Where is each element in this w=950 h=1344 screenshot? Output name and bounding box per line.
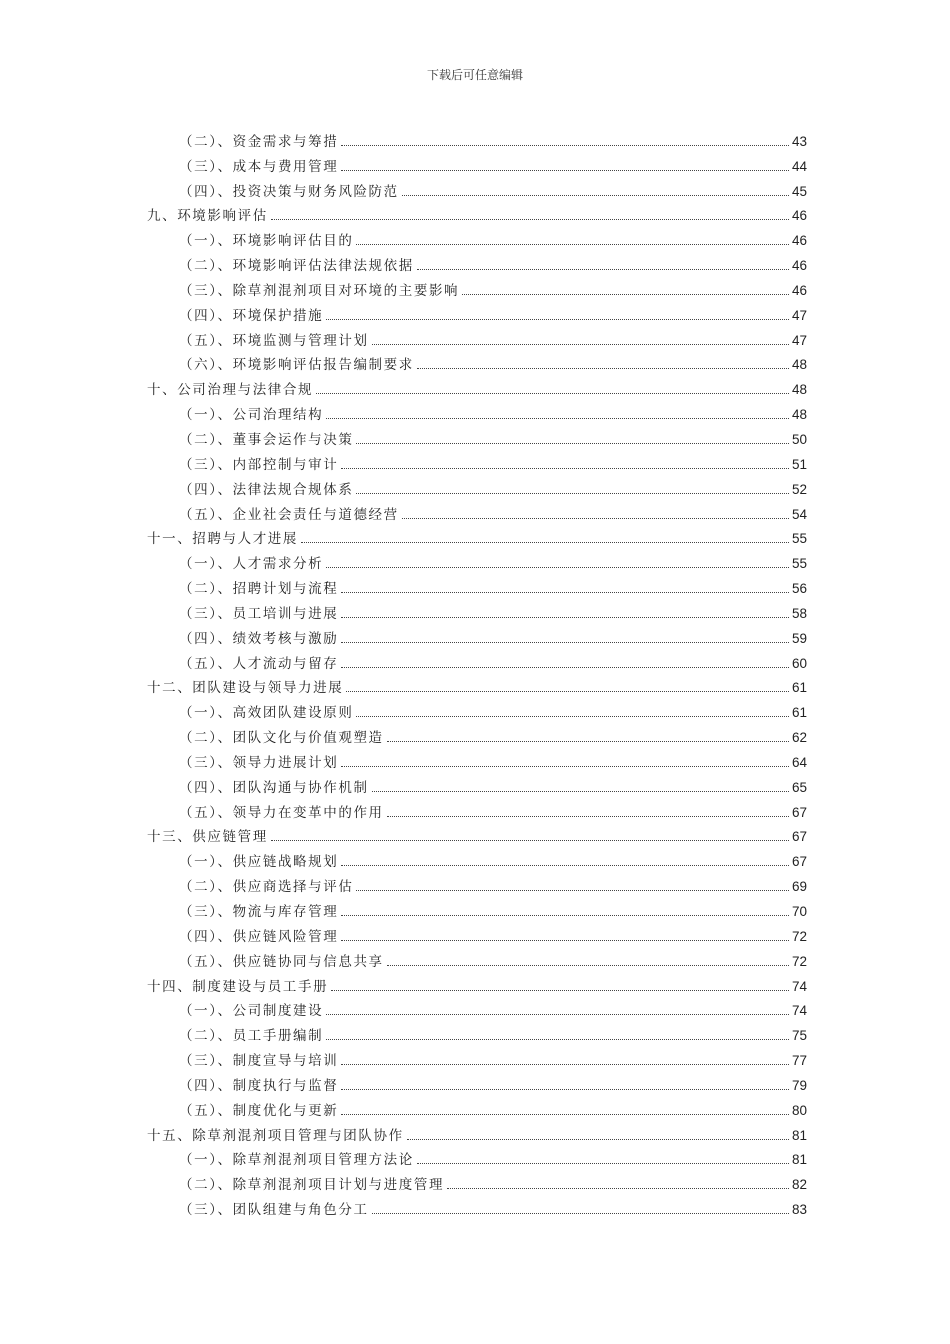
toc-page-number: 67: [791, 829, 807, 845]
toc-dot-leader: [271, 840, 789, 841]
toc-entry-title: （一）、人才需求分析: [179, 556, 324, 573]
toc-entry-title: 十三、供应链管理: [147, 829, 268, 846]
toc-dot-leader: [326, 319, 789, 320]
toc-section-entry[interactable]: [147, 324, 807, 349]
toc-section-entry[interactable]: [147, 995, 807, 1020]
toc-section-entry[interactable]: [147, 498, 807, 523]
toc-chapter-entry[interactable]: [147, 523, 807, 548]
toc-dot-leader: [417, 1163, 789, 1164]
toc-section-entry[interactable]: [147, 249, 807, 274]
toc-entry-title: （三）、物流与库存管理: [179, 904, 339, 920]
toc-entry-title: （一）、公司制度建设: [179, 1003, 324, 1020]
toc-page-number: 51: [791, 456, 807, 472]
toc-dot-leader: [372, 1213, 789, 1214]
toc-section-entry[interactable]: [147, 870, 807, 895]
toc-entry-title: （三）、团队组建与角色分工: [179, 1202, 369, 1219]
toc-section-entry[interactable]: [147, 572, 807, 597]
toc-dot-leader: [341, 170, 789, 171]
toc-section-entry[interactable]: [147, 423, 807, 448]
toc-entry-title: （四）、环境保护措施: [179, 307, 324, 324]
toc-dot-leader: [341, 915, 789, 916]
toc-entry-title: （二）、员工手册编制: [179, 1028, 324, 1045]
toc-section-entry[interactable]: [147, 150, 807, 175]
toc-page-number: 61: [791, 680, 807, 696]
toc-dot-leader: [326, 1014, 789, 1015]
toc-entry-title: （二）、供应商选择与评估: [179, 879, 354, 896]
toc-entry-title: （五）、人才流动与留存: [179, 655, 339, 672]
toc-entry-title: （二）、资金需求与筹措: [179, 133, 339, 150]
toc-entry-title: （四）、法律法规合规体系: [179, 481, 354, 498]
toc-page-number: 46: [791, 233, 807, 249]
toc-dot-leader: [326, 1039, 789, 1040]
toc-section-entry[interactable]: [147, 547, 807, 572]
toc-dot-leader: [316, 393, 789, 394]
toc-page-number: 54: [791, 506, 807, 522]
toc-dot-leader: [341, 642, 789, 643]
toc-dot-leader: [341, 1114, 789, 1115]
toc-section-entry[interactable]: [147, 448, 807, 473]
toc-dot-leader: [356, 244, 789, 245]
toc-entry-title: （四）、投资决策与财务风险防范: [179, 183, 399, 200]
toc-section-entry[interactable]: [147, 1193, 807, 1218]
toc-entry-title: 十四、制度建设与员工手册: [147, 978, 329, 995]
toc-dot-leader: [387, 965, 789, 966]
toc-page-number: 55: [791, 556, 807, 572]
toc-section-entry[interactable]: [147, 1069, 807, 1094]
toc-section-entry[interactable]: [147, 125, 807, 150]
toc-dot-leader: [341, 667, 789, 668]
toc-dot-leader: [462, 294, 789, 295]
toc-page-number: 48: [791, 357, 807, 373]
toc-dot-leader: [271, 219, 789, 220]
toc-page-number: 67: [791, 804, 807, 820]
toc-page-number: 83: [791, 1202, 807, 1218]
toc-section-entry[interactable]: [147, 696, 807, 721]
toc-page-number: 55: [791, 531, 807, 547]
toc-section-entry[interactable]: [147, 796, 807, 821]
toc-dot-leader: [301, 542, 789, 543]
toc-page-number: 48: [791, 382, 807, 398]
toc-page-number: 47: [791, 307, 807, 323]
toc-section-entry[interactable]: [147, 1044, 807, 1069]
toc-dot-leader: [402, 195, 789, 196]
toc-dot-leader: [447, 1188, 789, 1189]
toc-section-entry[interactable]: [147, 622, 807, 647]
toc-section-entry[interactable]: [147, 845, 807, 870]
toc-dot-leader: [341, 940, 789, 941]
toc-entry-title: （五）、供应链协同与信息共享: [179, 953, 384, 970]
toc-entry-title: （二）、环境影响评估法律法规依据: [179, 258, 414, 275]
toc-dot-leader: [372, 344, 789, 345]
toc-page-number: 58: [791, 605, 807, 621]
toc-dot-leader: [387, 816, 789, 817]
toc-page-number: 81: [791, 1127, 807, 1143]
toc-section-entry[interactable]: [147, 1094, 807, 1119]
toc-entry-title: （一）、公司治理结构: [179, 407, 324, 424]
toc-section-entry[interactable]: [147, 224, 807, 249]
toc-section-entry[interactable]: [147, 1168, 807, 1193]
toc-section-entry[interactable]: [147, 895, 807, 920]
toc-chapter-entry[interactable]: [147, 821, 807, 846]
toc-section-entry[interactable]: [147, 721, 807, 746]
toc-page-number: 65: [791, 779, 807, 795]
toc-entry-title: （五）、环境监测与管理计划: [179, 332, 369, 349]
toc-entry-title: （三）、成本与费用管理: [179, 158, 339, 175]
toc-entry-title: （一）、环境影响评估目的: [179, 233, 354, 250]
toc-page-number: 46: [791, 282, 807, 298]
toc-section-entry[interactable]: [147, 398, 807, 423]
toc-dot-leader: [346, 691, 789, 692]
toc-entry-title: 十、公司治理与法律合规: [147, 382, 314, 399]
toc-page-number: 60: [791, 655, 807, 671]
toc-page-number: 48: [791, 407, 807, 423]
toc-dot-leader: [356, 443, 789, 444]
toc-entry-title: （二）、除草剂混剂项目计划与进度管理: [179, 1177, 445, 1194]
toc-page-number: 70: [791, 904, 807, 919]
toc-dot-leader: [417, 269, 789, 270]
toc-page-number: 82: [791, 1177, 807, 1193]
toc-dot-leader: [356, 890, 789, 891]
toc-entry-title: 十二、团队建设与领导力进展: [147, 680, 344, 697]
toc-page-number: 81: [791, 1152, 807, 1168]
toc-entry-title: （四）、供应链风险管理: [179, 928, 339, 945]
toc-dot-leader: [326, 418, 789, 419]
toc-section-entry[interactable]: [147, 349, 807, 374]
toc-page-number: 79: [791, 1077, 807, 1093]
toc-page-number: 75: [791, 1028, 807, 1044]
toc-entry-title: （五）、制度优化与更新: [179, 1102, 339, 1119]
toc-entry-title: 九、环境影响评估: [147, 208, 268, 225]
toc-section-entry[interactable]: [147, 746, 807, 771]
toc-section-entry[interactable]: [147, 597, 807, 622]
toc-entry-title: （一）、高效团队建设原则: [179, 705, 354, 722]
toc-section-entry[interactable]: [147, 175, 807, 200]
toc-page-number: 67: [791, 854, 807, 870]
toc-section-entry[interactable]: [147, 473, 807, 498]
toc-page-number: 74: [791, 1003, 807, 1019]
toc-chapter-entry[interactable]: [147, 200, 807, 225]
toc-entry-title: （一）、供应链战略规划: [179, 854, 339, 871]
toc-page-number: 69: [791, 879, 807, 895]
toc-entry-title: 十一、招聘与人才进展: [147, 531, 298, 548]
toc-entry-title: （三）、制度宣导与培训: [179, 1053, 339, 1070]
toc-section-entry[interactable]: [147, 771, 807, 796]
toc-entry-title: （六）、环境影响评估报告编制要求: [179, 357, 414, 374]
toc-chapter-entry[interactable]: [147, 970, 807, 995]
toc-entry-title: （三）、内部控制与审计: [179, 456, 339, 473]
toc-page-number: 52: [791, 481, 807, 497]
toc-dot-leader: [341, 592, 789, 593]
toc-dot-leader: [326, 567, 789, 568]
toc-dot-leader: [417, 368, 789, 369]
toc-dot-leader: [341, 468, 789, 469]
toc-page-number: 74: [791, 978, 807, 994]
toc-page-number: 46: [791, 258, 807, 274]
toc-entry-title: （四）、制度执行与监督: [179, 1077, 339, 1094]
toc-page-number: 50: [791, 431, 807, 447]
toc-page-number: 47: [791, 332, 807, 348]
toc-section-entry[interactable]: [147, 647, 807, 672]
toc-section-entry[interactable]: [147, 1019, 807, 1044]
toc-entry-title: （二）、董事会运作与决策: [179, 431, 354, 448]
toc-entry-title: （五）、领导力在变革中的作用: [179, 804, 384, 821]
toc-entry-title: （五）、企业社会责任与道德经营: [179, 506, 399, 523]
toc-section-entry[interactable]: [147, 920, 807, 945]
toc-entry-title: 十五、除草剂混剂项目管理与团队协作: [147, 1127, 404, 1144]
toc-section-entry[interactable]: [147, 274, 807, 299]
toc-page-number: 61: [791, 705, 807, 721]
toc-page-number: 59: [791, 630, 807, 646]
page-header: 下载后可任意编辑: [426, 68, 523, 82]
toc-entry-title: （三）、员工培训与进展: [179, 605, 339, 622]
toc-page-number: 64: [791, 754, 807, 770]
toc-page-number: 72: [791, 928, 807, 944]
toc-chapter-entry[interactable]: [147, 1119, 807, 1144]
toc-entry-title: （三）、除草剂混剂项目对环境的主要影响: [179, 282, 460, 299]
toc-section-entry[interactable]: [147, 299, 807, 324]
toc-page-number: 56: [791, 581, 807, 597]
toc-page-number: 45: [791, 183, 807, 199]
toc-dot-leader: [356, 493, 789, 494]
toc-page-number: 43: [791, 133, 807, 149]
toc-dot-leader: [372, 791, 789, 792]
toc-dot-leader: [387, 741, 789, 742]
toc-page-number: 62: [791, 730, 807, 746]
toc-dot-leader: [341, 766, 789, 767]
toc-chapter-entry[interactable]: [147, 672, 807, 697]
toc-dot-leader: [341, 617, 789, 618]
toc-entry-title: （四）、团队沟通与协作机制: [179, 779, 369, 796]
toc-entry-title: （二）、招聘计划与流程: [179, 581, 339, 598]
toc-page-number: 44: [791, 158, 807, 174]
toc-entry-title: （一）、除草剂混剂项目管理方法论: [179, 1152, 414, 1169]
toc-section-entry[interactable]: [147, 945, 807, 970]
table-of-contents: [147, 125, 807, 1218]
toc-dot-leader: [341, 865, 789, 866]
toc-dot-leader: [341, 1064, 789, 1065]
toc-dot-leader: [407, 1139, 789, 1140]
toc-dot-leader: [402, 518, 789, 519]
toc-dot-leader: [341, 1089, 789, 1090]
toc-dot-leader: [356, 716, 789, 717]
toc-chapter-entry[interactable]: [147, 373, 807, 398]
toc-entry-title: （四）、绩效考核与激励: [179, 630, 339, 647]
toc-page-number: 77: [791, 1053, 807, 1069]
toc-section-entry[interactable]: [147, 1144, 807, 1169]
toc-page-number: 72: [791, 953, 807, 969]
toc-entry-title: （三）、领导力进展计划: [179, 754, 339, 771]
toc-dot-leader: [341, 145, 789, 146]
toc-page-number: 46: [791, 208, 807, 224]
toc-page-number: 80: [791, 1102, 807, 1118]
toc-entry-title: （二）、团队文化与价值观塑造: [179, 730, 384, 747]
toc-dot-leader: [331, 990, 789, 991]
